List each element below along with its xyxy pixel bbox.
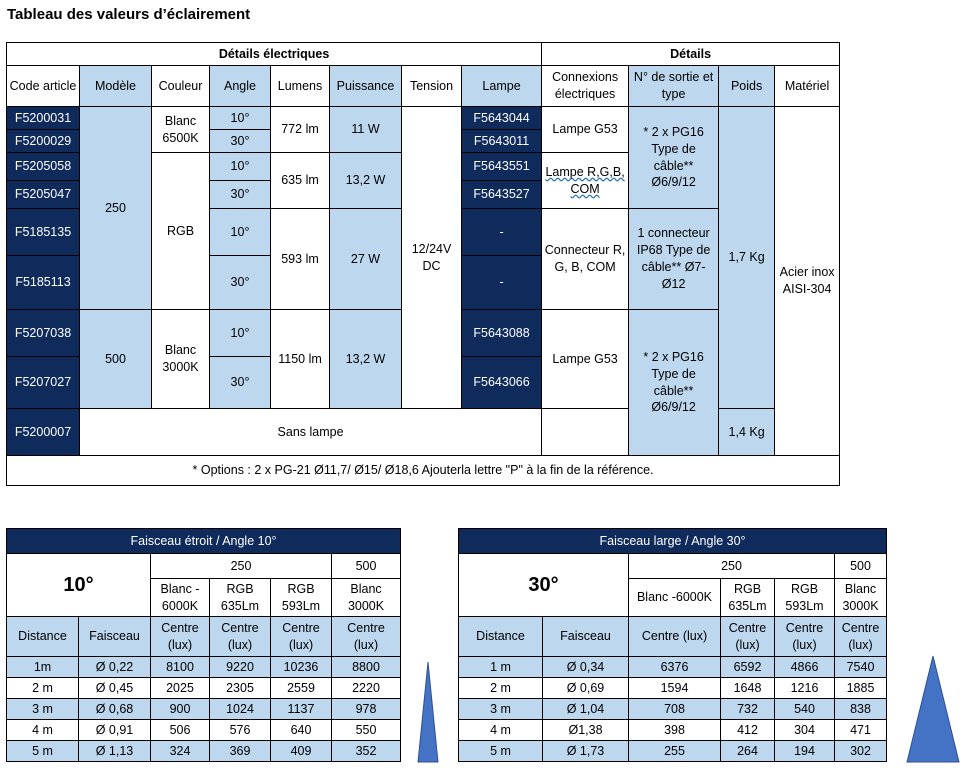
lux-cell: 10236	[271, 657, 332, 678]
page-title: Tableau des valeurs d’éclairement	[7, 6, 251, 23]
lux-cell: 540	[775, 699, 835, 720]
lamp-cell: -	[462, 209, 542, 256]
no-lamp-cell: Sans lampe	[80, 409, 542, 456]
narrow-col-center: Centre (lux)	[332, 617, 401, 657]
beam-cell: Ø 1,13	[79, 741, 151, 762]
lux-cell: 1648	[721, 678, 775, 699]
wide-col-center: Centre (lux)	[835, 617, 887, 657]
lux-cell: 4866	[775, 657, 835, 678]
header-power: Puissance	[330, 66, 402, 107]
wide-angle-label: 30°	[459, 554, 629, 617]
narrow-col-center: Centre (lux)	[151, 617, 210, 657]
lux-cell: 978	[332, 699, 401, 720]
distance-cell: 1m	[7, 657, 79, 678]
header-lumens: Lumens	[271, 66, 330, 107]
lux-cell: 732	[721, 699, 775, 720]
narrow-col-distance: Distance	[7, 617, 79, 657]
lux-cell: 9220	[210, 657, 271, 678]
wide-variant: Blanc -6000K	[629, 579, 721, 617]
code-cell: F5185113	[7, 256, 80, 310]
output-cell: * 2 x PG16 Type de câble** Ø6/9/12	[629, 107, 719, 209]
header-material: Matériel	[775, 66, 840, 107]
connection-cell: Connecteur R, G, B, COM	[542, 209, 629, 310]
narrow-model-500: 500	[332, 554, 401, 579]
lux-cell: 6376	[629, 657, 721, 678]
group-header-details: Détails	[542, 43, 840, 66]
beam-cell: Ø1,38	[543, 720, 629, 741]
power-cell: 27 W	[330, 209, 402, 310]
angle-cell: 10°	[210, 153, 271, 181]
narrow-beam-icon	[416, 660, 440, 764]
narrow-beam-table	[6, 528, 401, 762]
code-cell: F5207027	[7, 357, 80, 409]
table-row	[7, 741, 401, 762]
model-cell: 500	[80, 310, 152, 409]
distance-cell: 2 m	[459, 678, 543, 699]
weight-cell: 1,7 Kg	[719, 107, 775, 409]
lux-cell: 640	[271, 720, 332, 741]
narrow-col-center: Centre (lux)	[271, 617, 332, 657]
wide-variant: RGB 635Lm	[721, 579, 775, 617]
lux-cell: 302	[835, 741, 887, 762]
lamp-cell: F5643044	[462, 107, 542, 130]
angle-cell: 30°	[210, 181, 271, 209]
wide-title: Faisceau large / Angle 30°	[459, 529, 887, 554]
lamp-cell: -	[462, 256, 542, 310]
wide-col-center: Centre (lux)	[775, 617, 835, 657]
group-header-electrical: Détails électriques	[7, 43, 542, 66]
code-cell: F5185135	[7, 209, 80, 256]
lux-cell: 369	[210, 741, 271, 762]
table-row	[459, 657, 887, 678]
header-output: N° de sortie et type	[629, 66, 719, 107]
table-row	[459, 720, 887, 741]
lux-cell: 7540	[835, 657, 887, 678]
lux-cell: 264	[721, 741, 775, 762]
lux-cell: 412	[721, 720, 775, 741]
table-row	[7, 699, 401, 720]
lux-cell: 2559	[271, 678, 332, 699]
wide-beam-icon	[905, 654, 961, 764]
lux-cell: 708	[629, 699, 721, 720]
wide-variant: RGB 593Lm	[775, 579, 835, 617]
beam-cell: Ø 1,73	[543, 741, 629, 762]
table-row	[459, 699, 887, 720]
lamp-cell: F5643551	[462, 153, 542, 181]
header-weight: Poids	[719, 66, 775, 107]
power-cell: 11 W	[330, 107, 402, 153]
weight-cell: 1,4 Kg	[719, 409, 775, 456]
lux-cell: 2025	[151, 678, 210, 699]
table-row	[7, 678, 401, 699]
wide-beam-table	[458, 528, 887, 762]
table-row	[459, 678, 887, 699]
lamp-cell: F5643527	[462, 181, 542, 209]
lux-cell: 1216	[775, 678, 835, 699]
angle-cell: 10°	[210, 107, 271, 130]
power-cell: 13,2 W	[330, 153, 402, 209]
code-cell: F5205047	[7, 181, 80, 209]
narrow-variant: Blanc - 6000K	[151, 579, 210, 617]
footnote: * Options : 2 x PG-21 Ø11,7/ Ø15/ Ø18,6 Ajouterla lettre "P" à la fin de la référence.	[7, 456, 840, 486]
wide-col-beam: Faisceau	[543, 617, 629, 657]
lamp-cell: F5643066	[462, 357, 542, 409]
angle-cell: 10°	[210, 209, 271, 256]
angle-cell: 10°	[210, 310, 271, 357]
distance-cell: 4 m	[7, 720, 79, 741]
lux-cell: 506	[151, 720, 210, 741]
wide-col-distance: Distance	[459, 617, 543, 657]
narrow-col-beam: Faisceau	[79, 617, 151, 657]
code-cell: F5205058	[7, 153, 80, 181]
wide-model-500: 500	[835, 554, 887, 579]
lumens-cell: 772 lm	[271, 107, 330, 153]
lamp-cell: F5643011	[462, 130, 542, 153]
beam-cell: Ø 0,34	[543, 657, 629, 678]
lamp-cell: F5643088	[462, 310, 542, 357]
lux-cell: 1024	[210, 699, 271, 720]
table-row	[7, 657, 401, 678]
lumens-cell: 635 lm	[271, 153, 330, 209]
connection-text: Lampe R,G,B, COM	[545, 164, 625, 196]
distance-cell: 3 m	[7, 699, 79, 720]
lux-cell: 324	[151, 741, 210, 762]
wide-col-center: Centre (lux)	[629, 617, 721, 657]
header-angle: Angle	[210, 66, 271, 107]
wide-model-250: 250	[629, 554, 835, 579]
connection-cell	[542, 153, 629, 209]
lux-cell: 550	[332, 720, 401, 741]
distance-cell: 4 m	[459, 720, 543, 741]
lumens-cell: 1150 lm	[271, 310, 330, 409]
color-cell: RGB	[152, 153, 210, 310]
lux-cell: 471	[835, 720, 887, 741]
lux-cell: 6592	[721, 657, 775, 678]
empty-cell	[542, 409, 629, 456]
material-cell: Acier inox AISI-304	[775, 107, 840, 456]
voltage-cell: 12/24V DC	[402, 107, 462, 409]
distance-cell: 5 m	[7, 741, 79, 762]
lux-cell: 304	[775, 720, 835, 741]
distance-cell: 2 m	[7, 678, 79, 699]
output-cell: 1 connecteur IP68 Type de câble** Ø7-Ø12	[629, 209, 719, 310]
wide-variant: Blanc 3000K	[835, 579, 887, 617]
distance-cell: 5 m	[459, 741, 543, 762]
header-model: Modèle	[80, 66, 152, 107]
color-cell: Blanc 3000K	[152, 310, 210, 409]
beam-cell: Ø 0,69	[543, 678, 629, 699]
power-cell: 13,2 W	[330, 310, 402, 409]
table-row	[459, 741, 887, 762]
model-cell: 250	[80, 107, 152, 310]
lumens-cell: 593 lm	[271, 209, 330, 310]
code-cell: F5207038	[7, 310, 80, 357]
lux-cell: 900	[151, 699, 210, 720]
narrow-variant: RGB 593Lm	[271, 579, 332, 617]
distance-cell: 3 m	[459, 699, 543, 720]
narrow-col-center: Centre (lux)	[210, 617, 271, 657]
lux-cell: 2305	[210, 678, 271, 699]
narrow-title: Faisceau étroit / Angle 10°	[7, 529, 401, 554]
beam-cell: Ø 1,04	[543, 699, 629, 720]
narrow-variant: Blanc 3000K	[332, 579, 401, 617]
beam-cell: Ø 0,91	[79, 720, 151, 741]
lux-cell: 576	[210, 720, 271, 741]
header-voltage: Tension	[402, 66, 462, 107]
output-cell: * 2 x PG16 Type de câble** Ø6/9/12	[629, 310, 719, 456]
narrow-variant: RGB 635Lm	[210, 579, 271, 617]
color-cell: Blanc 6500K	[152, 107, 210, 153]
narrow-angle-label: 10°	[7, 554, 151, 617]
lux-cell: 8800	[332, 657, 401, 678]
code-cell: F5200029	[7, 130, 80, 153]
header-connections: Connexions électriques	[542, 66, 629, 107]
lux-cell: 352	[332, 741, 401, 762]
lux-cell: 1594	[629, 678, 721, 699]
header-lamp: Lampe	[462, 66, 542, 107]
distance-cell: 1 m	[459, 657, 543, 678]
code-cell: F5200031	[7, 107, 80, 130]
lux-cell: 838	[835, 699, 887, 720]
header-code: Code article	[7, 66, 80, 107]
header-color: Couleur	[152, 66, 210, 107]
beam-cell: Ø 0,45	[79, 678, 151, 699]
table-row	[7, 720, 401, 741]
beam-cell: Ø 0,22	[79, 657, 151, 678]
angle-cell: 30°	[210, 130, 271, 153]
connection-cell: Lampe G53	[542, 310, 629, 409]
code-cell: F5200007	[7, 409, 80, 456]
lux-cell: 398	[629, 720, 721, 741]
specs-table	[6, 42, 840, 486]
lux-cell: 2220	[332, 678, 401, 699]
lux-cell: 8100	[151, 657, 210, 678]
narrow-model-250: 250	[151, 554, 332, 579]
lux-cell: 1137	[271, 699, 332, 720]
connection-cell: Lampe G53	[542, 107, 629, 153]
lux-cell: 409	[271, 741, 332, 762]
angle-cell: 30°	[210, 256, 271, 310]
beam-cell: Ø 0,68	[79, 699, 151, 720]
wide-col-center: Centre (lux)	[721, 617, 775, 657]
lux-cell: 194	[775, 741, 835, 762]
lux-cell: 255	[629, 741, 721, 762]
angle-cell: 30°	[210, 357, 271, 409]
lux-cell: 1885	[835, 678, 887, 699]
